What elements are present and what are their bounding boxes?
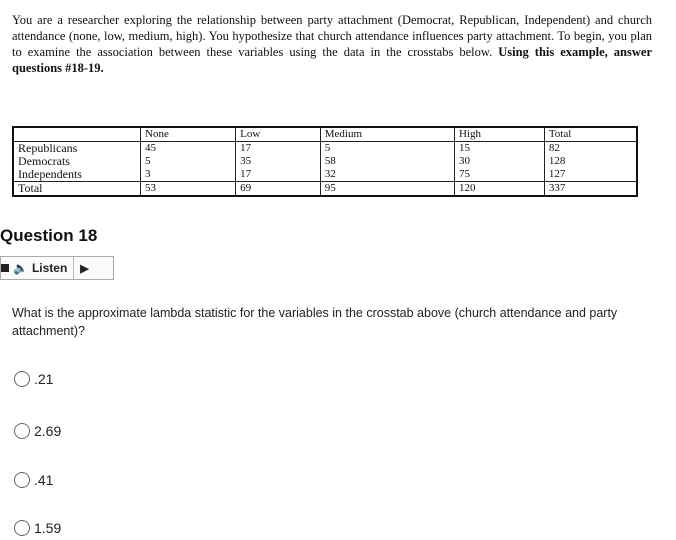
radio-button[interactable] bbox=[14, 472, 30, 488]
table-cell: 45 bbox=[141, 142, 236, 156]
table-cell: 58 bbox=[320, 155, 454, 168]
table-cell: 75 bbox=[454, 168, 544, 182]
header-cell: None bbox=[141, 127, 236, 142]
question-text: What is the approximate lambda statistic for the variables in the crosstab above (church attendance and party attachment)? bbox=[12, 306, 618, 338]
radio-button[interactable] bbox=[14, 423, 30, 439]
table-cell: 95 bbox=[320, 182, 454, 197]
table-row bbox=[13, 155, 637, 168]
listen-label: Listen bbox=[31, 261, 68, 275]
table-cell: 35 bbox=[236, 155, 321, 168]
table-cell: 120 bbox=[454, 182, 544, 197]
option-label: 1.59 bbox=[34, 520, 62, 536]
row-label: Democrats bbox=[18, 154, 70, 168]
header-cell: Low bbox=[236, 127, 321, 142]
crosstab-table bbox=[12, 126, 638, 197]
option-label: 2.69 bbox=[34, 423, 62, 439]
option-label: .41 bbox=[34, 472, 54, 488]
question-heading: Question 18 bbox=[0, 226, 98, 245]
table-cell: 337 bbox=[544, 182, 637, 197]
table-total-row bbox=[13, 182, 637, 197]
header-cell: Total bbox=[544, 127, 637, 142]
header-cell: High bbox=[454, 127, 544, 142]
intro-paragraph bbox=[12, 12, 652, 76]
row-label: Independents bbox=[18, 167, 82, 181]
answer-option-3[interactable] bbox=[14, 472, 53, 488]
table-cell: 82 bbox=[544, 142, 637, 156]
table-cell: 30 bbox=[454, 155, 544, 168]
table-row bbox=[13, 142, 637, 156]
table-cell: 3 bbox=[141, 168, 236, 182]
speaker-icon: 🔈 bbox=[13, 261, 28, 275]
table-cell: 69 bbox=[236, 182, 321, 197]
menu-icon[interactable] bbox=[1, 264, 9, 272]
header-cell bbox=[13, 127, 141, 142]
row-label: Republicans bbox=[18, 141, 78, 155]
header-cell: Medium bbox=[320, 127, 454, 142]
intro-bold-text: Using this example, answer questions #18-19. bbox=[12, 45, 652, 75]
table-row bbox=[13, 168, 637, 182]
row-label: Total bbox=[13, 182, 141, 197]
table-cell: 5 bbox=[320, 142, 454, 156]
radio-button[interactable] bbox=[14, 520, 30, 536]
table-cell: 17 bbox=[236, 142, 321, 156]
answer-option-4[interactable] bbox=[14, 520, 61, 536]
table-cell: 15 bbox=[454, 142, 544, 156]
option-label: .21 bbox=[34, 371, 54, 387]
divider bbox=[73, 257, 74, 279]
table-cell: 5 bbox=[141, 155, 236, 168]
table-header-row bbox=[13, 127, 637, 142]
answer-option-2[interactable] bbox=[14, 423, 61, 439]
table-cell: 17 bbox=[236, 168, 321, 182]
table-cell: 53 bbox=[141, 182, 236, 197]
radio-button[interactable] bbox=[14, 371, 30, 387]
listen-button[interactable] bbox=[0, 256, 114, 280]
table-cell: 127 bbox=[544, 168, 637, 182]
answer-option-1[interactable] bbox=[14, 371, 53, 387]
play-icon[interactable]: ▶ bbox=[80, 262, 89, 275]
table-cell: 128 bbox=[544, 155, 637, 168]
table-cell: 32 bbox=[320, 168, 454, 182]
intro-text: You are a researcher exploring the relationship between party attachment (Democrat, Republican, Independent) and church attendance (none, low, medium, high). You hypothesize that church attendance influences party attachment. To begin, you plan to examine the association between these variables using the data in the crosstabs below. bbox=[12, 13, 652, 59]
